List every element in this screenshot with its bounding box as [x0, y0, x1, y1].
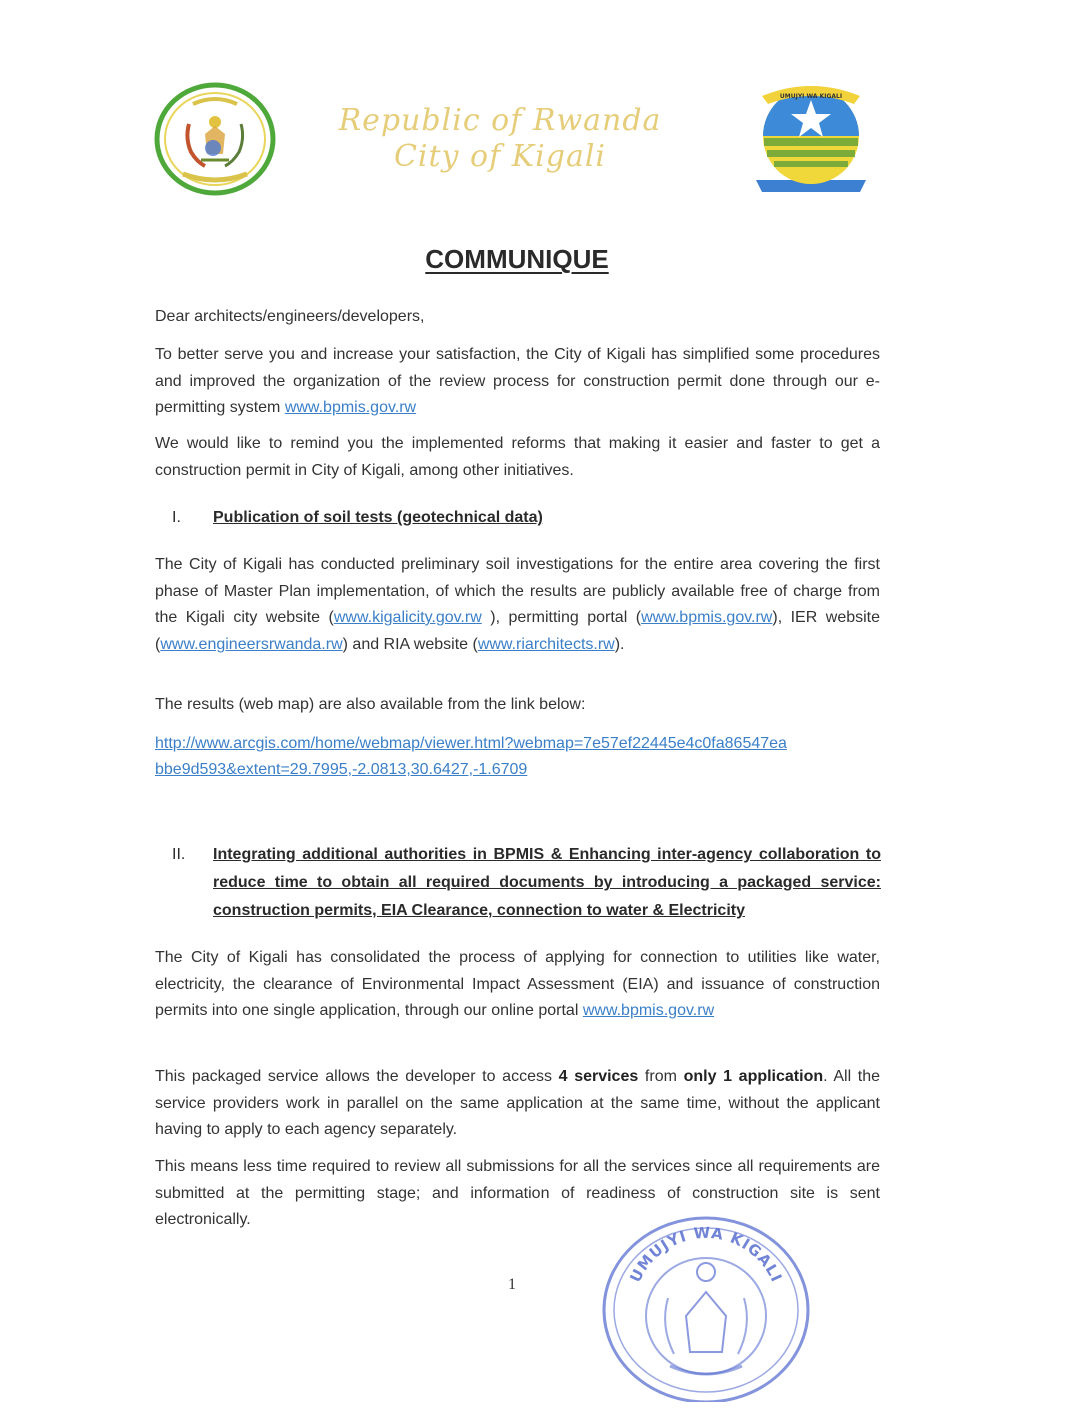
bpmis-link-3[interactable]: www.bpmis.gov.rw [582, 1002, 715, 1019]
letterhead-line-republic: Republic of Rwanda [338, 103, 662, 138]
rwanda-coat-of-arms-logo [153, 82, 277, 196]
section-1-title: Publication of soil tests (geotechnical data) [213, 509, 543, 526]
stamp-text: UMUJYI WA KIGALI [626, 1223, 786, 1286]
section-1-paragraph-2: The results (web map) are also available from the link below: [155, 696, 586, 713]
city-of-kigali-logo [750, 80, 872, 198]
section-1-text-e: ). [614, 635, 625, 653]
section-2-paragraph-1 [155, 945, 880, 1025]
section-2-number: II. [172, 846, 186, 863]
section-1-number: I. [172, 509, 181, 526]
bpmis-link[interactable]: www.bpmis.gov.rw [284, 399, 417, 416]
page-number: 1 [508, 1276, 516, 1293]
logo-band-text: UMUJYI WA KIGALI [779, 93, 843, 100]
one-application-bold: only 1 application [683, 1068, 824, 1085]
engineersrwanda-link[interactable]: www.engineersrwanda.rw [160, 635, 343, 653]
section-1-text-b: ), permitting portal ( [481, 609, 642, 626]
section-1-paragraph-1 [155, 552, 880, 658]
kigalicity-link[interactable]: www.kigalicity.gov.rw [333, 609, 482, 626]
salutation: Dear architects/engineers/developers, [155, 308, 425, 325]
arcgis-url-line-1[interactable]: http://www.arcgis.com/home/webmap/viewer.html?webmap=7e57ef22445e4c0fa86547ea [155, 735, 787, 752]
city-of-kigali-stamp [598, 1206, 814, 1402]
letterhead-line-city: City of Kigali [393, 139, 607, 174]
intro-paragraph-2: We would like to remind you the implemented reforms that making it easier and faster to get a construction permit in City of Kigali, among other initiatives. [155, 435, 880, 479]
section-2-paragraph-2 [155, 1064, 880, 1144]
section-2-text-2a: This packaged service allows the developer to access [155, 1068, 559, 1085]
arcgis-url-line-2[interactable]: bbe9d593&extent=29.7995,-2.0813,30.6427,-1.6709 [155, 761, 528, 778]
section-2-text-2c: from [638, 1068, 684, 1085]
letterhead-title [320, 103, 680, 175]
section-2-text-2d: . All the service providers work in parallel on the same application at the same time, without the applicant having to apply to each agency separately. [155, 1068, 881, 1138]
document-title: COMMUNIQUE [425, 244, 609, 274]
section-2-paragraph-3: This means less time required to review all submissions for all the services since all requirements are submitted at the permitting stage; and information of readiness of construction site is sent electronically. [155, 1158, 880, 1228]
section-2-text-1: The City of Kigali has consolidated the process of applying for connection to utilities like water, electricity, the clearance of Environmental Impact Assessment (EIA) and issuance of construction permits into one single application, through our online portal [155, 949, 880, 1019]
intro-paragraph-1-text: To better serve you and increase your satisfaction, the City of Kigali has simplified some procedures and improved the organization of the review process for construction permit done through our e-permitting system [155, 346, 880, 416]
bpmis-link-2[interactable]: www.bpmis.gov.rw [641, 609, 773, 626]
section-1-text-a: The City of Kigali has conducted preliminary soil investigations for the entire area covering the first phase of Master Plan implementation, of which the results are publicly available free of charge from the Kigali city website ( [155, 556, 880, 626]
section-1-text-c: ), IER website ( [155, 609, 881, 653]
intro-paragraph-1 [155, 342, 880, 422]
section-2-title: Integrating additional authorities in BPMIS & Enhancing inter-agency collaboration to reduce time to obtain all required documents by introducing a packaged service: construction permits, EIA Clearance, connection to water & Electricity [213, 846, 881, 919]
section-1-text-d: ) and RIA website ( [342, 635, 478, 653]
four-services-bold: 4 services [558, 1068, 639, 1085]
arcgis-webmap-link[interactable] [155, 731, 880, 783]
riarchitects-link[interactable]: www.riarchitects.rw [477, 635, 615, 653]
